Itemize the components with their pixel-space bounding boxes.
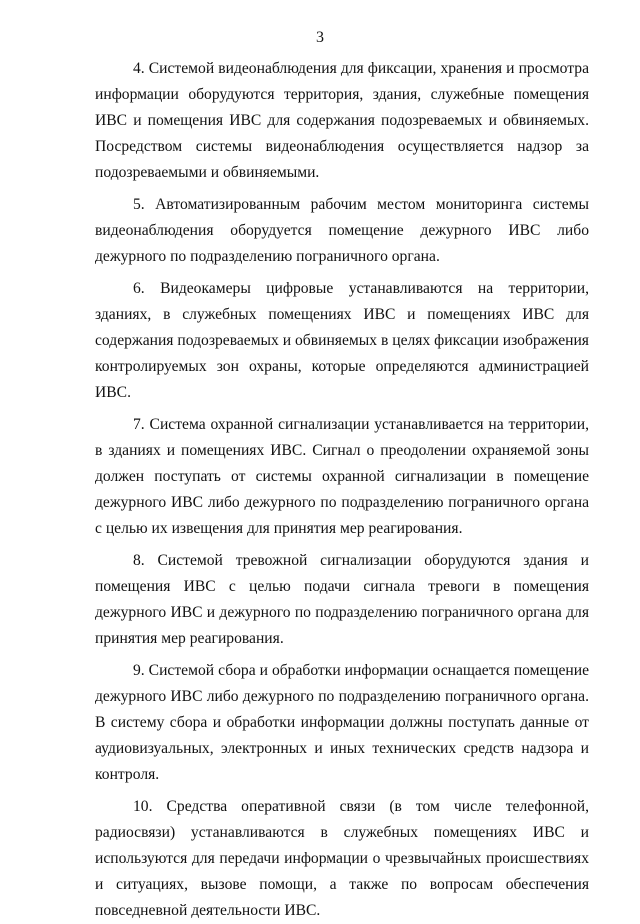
- paragraph-4: 4. Системой видеонаблюдения для фиксации, хранения и просмотра информации оборудуются территория, здания, служебные помещения ИВС и помещения ИВС для содержания подозреваемых и обвиняемых. Посредством системы видеонаблюдения осуществляется надзор за подозреваемыми и обвиняемыми.: [95, 60, 589, 181]
- paragraph-6: 6. Видеокамеры цифровые устанавливаются на территории, зданиях, в служебных помещениях ИВС и помещениях ИВС для содержания подозреваемых и обвиняемых в целях фиксации изображения контролируемых зон охраны, которые определяются администрацией ИВС.: [95, 280, 589, 401]
- page-number: 3: [316, 29, 324, 46]
- paragraph-9: 9. Системой сбора и обработки информации оснащается помещение дежурного ИВС либо дежурного по подразделению пограничного органа. В систему сбора и обработки информации должны поступать данные от аудиовизуальных, электронных и иных технических средств надзора и контроля.: [95, 662, 589, 783]
- paragraph-7: 7. Система охранной сигнализации устанавливается на территории, в зданиях и помещениях ИВС. Сигнал о преодолении охраняемой зоны должен поступать от системы охранной сигнализации в помещение дежурного ИВС либо дежурного по подразделению пограничного органа с целью их извещения для принятия мер реагирования.: [95, 416, 589, 537]
- paragraph-10: 10. Средства оперативной связи (в том числе телефонной, радиосвязи) устанавливаются в служебных помещениях ИВС и используются для передачи информации о чрезвычайных происшествиях и ситуациях, вызове помощи, а также по вопросам обеспечения повседневной деятельности ИВС.: [95, 798, 589, 919]
- document-body: [95, 56, 589, 924]
- paragraph-5: 5. Автоматизированным рабочим местом мониторинга системы видеонаблюдения оборудуется помещение дежурного ИВС либо дежурного по подразделению пограничного органа.: [95, 196, 589, 265]
- paragraph-8: 8. Системой тревожной сигнализации оборудуются здания и помещения ИВС с целью подачи сигнала тревоги в помещения дежурного ИВС и дежурного по подразделению пограничного органа для принятия мер реагирования.: [95, 552, 589, 647]
